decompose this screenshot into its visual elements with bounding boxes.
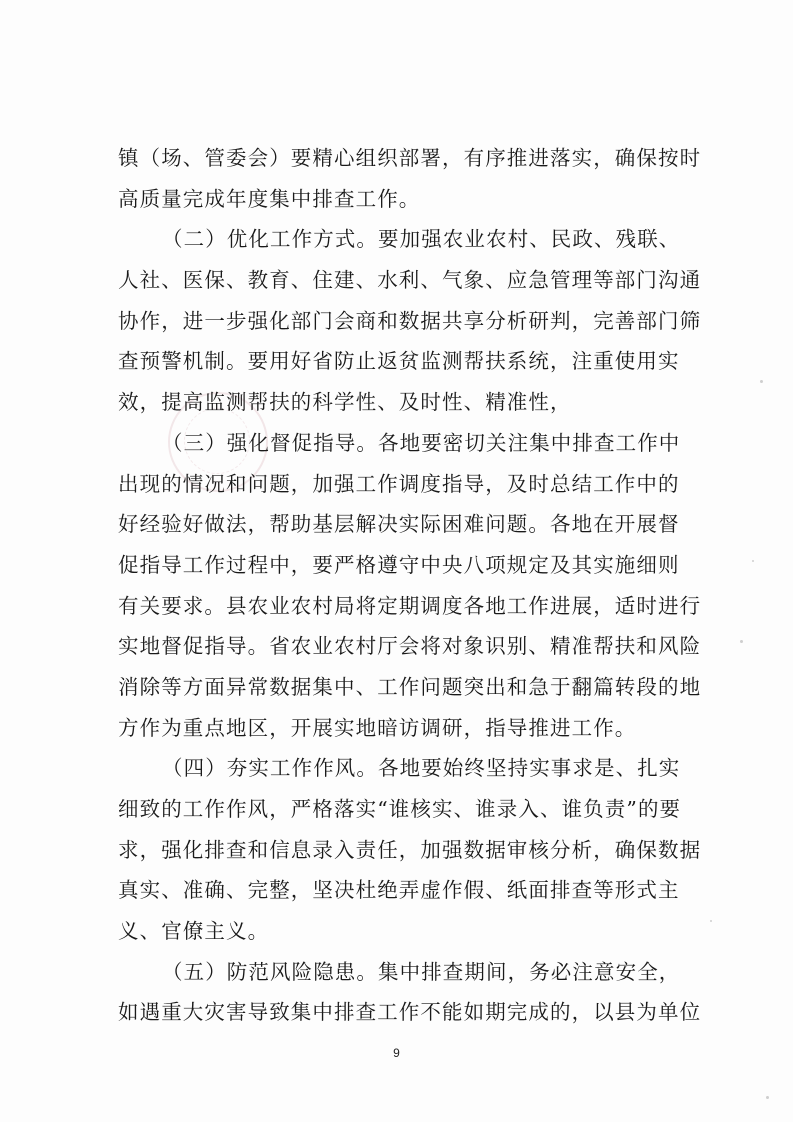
text-line: 求，强化排查和信息录入责任，加强数据审核分析，确保数据 [118, 837, 702, 862]
scan-speck [752, 560, 754, 562]
text-line: 真实、准确、完整，坚决杜绝弄虚作假、纸面排查等形式主 [118, 878, 680, 903]
text-line: 效，提高监测帮扶的科学性、及时性、精准性， [118, 390, 572, 415]
scan-speck [760, 380, 763, 383]
text-line: 消除等方面异常数据集中、工作问题突出和急于翻篇转段的地 [118, 674, 702, 699]
text-line: 人社、医保、教育、住建、水利、气象、应急管理等部门沟通 [118, 268, 702, 293]
section-heading-line: （二）优化工作方式。要加强农业农村、民政、残联、 [162, 227, 681, 252]
section-heading-line: （四）夯实工作作风。各地要始终坚持实事求是、扎实 [162, 756, 681, 781]
scan-speck [740, 640, 743, 643]
text-line: 高质量完成年度集中排查工作。 [118, 186, 421, 211]
text-line: 方作为重点地区，开展实地暗访调研，指导推进工作。 [118, 715, 637, 740]
text-line: 义、官僚主义。 [118, 919, 270, 944]
scan-speck [710, 920, 712, 922]
text-line: 如遇重大灾害导致集中排查工作不能如期完成的，以县为单位 [118, 1000, 702, 1025]
text-line: 细致的工作作风，严格落实“谁核实、谁录入、谁负责”的要 [118, 797, 682, 821]
text-line: 出现的情况和问题，加强工作调度指导，及时总结工作中的 [118, 471, 680, 496]
text-line: 协作，进一步强化部门会商和数据共享分析研判，完善部门筛 [118, 308, 702, 333]
body-text [118, 138, 702, 1033]
text-line: 促指导工作过程中，要严格遵守中央八项规定及其实施细则 [118, 552, 680, 577]
text-line: 查预警机制。要用好省防止返贫监测帮扶系统，注重使用实 [118, 349, 680, 374]
section-heading-line: （五）防范风险隐患。集中排查期间，务必注意安全， [162, 959, 681, 984]
text-line: 镇（场、管委会）要精心组织部署，有序推进落实，确保按时 [118, 146, 702, 170]
page-number: 9 [393, 1046, 400, 1060]
text-line: 实地督促指导。省农业农村厅会将对象识别、精准帮扶和风险 [118, 634, 702, 659]
text-line: 好经验好做法，帮助基层解决实际困难问题。各地在开展督 [118, 512, 680, 537]
text-line: 有关要求。县农业农村局将定期调度各地工作进展，适时进行 [118, 593, 702, 618]
section-heading-line: （三）强化督促指导。各地要密切关注集中排查工作中 [162, 430, 681, 455]
scan-speck [766, 1096, 769, 1099]
